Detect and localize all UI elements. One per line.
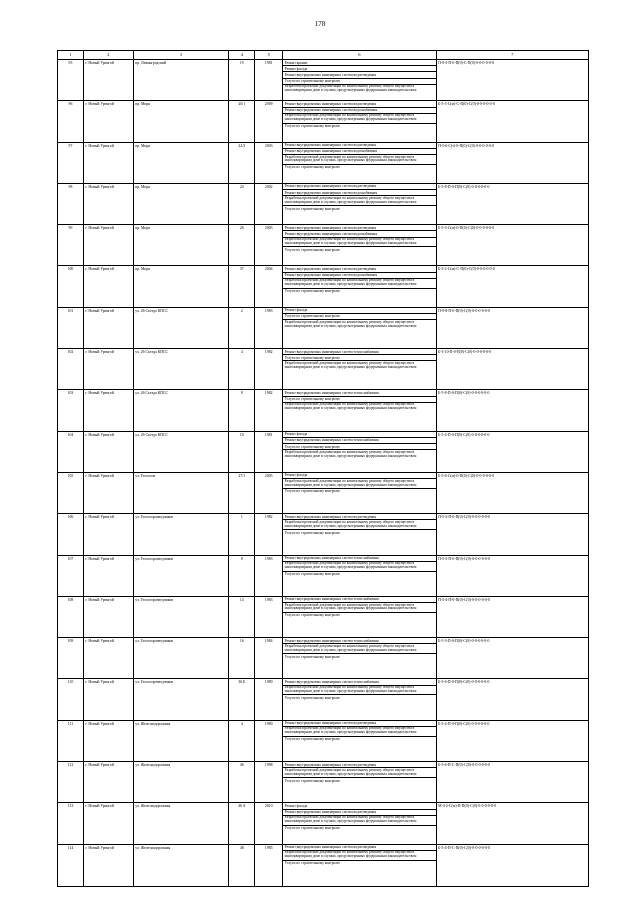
street-cell: ул. 26 Съезда КПСС [134, 390, 230, 430]
year-built-cell: 1983 [255, 308, 283, 348]
work-item: Услуги по строительному контролю [283, 397, 435, 403]
table-row [58, 101, 588, 142]
work-item: Ремонт внутридомовых инженерных систем водоснабжения [283, 149, 435, 155]
building-code-cell: Б-5-6-С(м)-0-П(0)-С(0)-0-0-0-0-0-0 [438, 473, 495, 478]
house-number-cell: 26 [229, 225, 255, 265]
table-row [58, 225, 588, 266]
repair-schedule-table [57, 50, 589, 887]
city-cell: г. Новый Уренгой [84, 762, 134, 802]
building-code-cell: П-9-3-П-0-П(0)-С-П(0)-0-0-0-0-0-0 [438, 61, 494, 65]
building-code-cell: Б-5-10-П-0-П(0)-С(0)-0-0-0-0-0-0 [438, 350, 492, 355]
work-item: Разработка проектной документации по капитальному ремонту общего имущества в многоквартирном доме в случаях, предусмотренных федеральным законодательством [283, 520, 435, 530]
table-row [58, 556, 588, 597]
city-cell: г. Новый Уренгой [84, 638, 134, 678]
street-cell: ул. Геологоразведчиков [134, 556, 230, 596]
work-item: Ремонт внутридомовых инженерных систем водоотведения [283, 184, 435, 190]
city-cell: г. Новый Уренгой [84, 390, 134, 430]
house-number-cell: 27/1 [229, 473, 255, 513]
house-number-cell: 37 [229, 266, 255, 306]
row-number-cell: 105 [58, 473, 84, 513]
work-item: Услуги по строительному контролю [284, 489, 340, 494]
works-cell [283, 845, 436, 886]
work-item: Ремонт фасада [283, 473, 435, 479]
work-item: Ремонт внутридомовых инженерных систем теплоснабжения [283, 679, 435, 685]
city-cell: г. Новый Уренгой [84, 308, 134, 348]
street-cell: ул. Геологов [134, 473, 230, 513]
works-cell [283, 60, 436, 100]
row-number-cell: 112 [58, 762, 84, 802]
work-item: Ремонт внутридомовых инженерных систем водоотведения [283, 810, 435, 816]
work-item: Ремонт внутридомовых инженерных систем водоотведения [283, 266, 435, 272]
year-built-cell: 1982 [255, 514, 283, 554]
table-row [58, 349, 588, 390]
table-row [58, 432, 588, 473]
header-col-4: 4 [229, 51, 255, 59]
house-number-cell: 20/1 [229, 101, 255, 141]
row-number-cell: 107 [58, 556, 84, 596]
city-cell: г. Новый Уренгой [84, 845, 134, 886]
city-cell: г. Новый Уренгой [84, 514, 134, 554]
house-number-cell: 8 [229, 556, 255, 596]
column-number-header [57, 50, 589, 59]
works-cell [283, 143, 436, 183]
header-col-6: 6 [283, 51, 436, 59]
row-number-cell: 113 [58, 803, 84, 843]
building-code-cell: М-4-2-С(м)-П-П(0)-С(0)-0-0-0-0-0-0 [438, 804, 497, 809]
row-number-cell: 98 [58, 184, 84, 224]
work-item: Ремонт внутридомовых инженерных систем теплоснабжения [283, 597, 435, 603]
work-item: Услуги по строительному контролю [284, 613, 340, 618]
works-cell [283, 679, 436, 719]
work-item: Услуги по строительному контролю [284, 124, 340, 129]
house-number-cell: 22/3 [229, 143, 255, 183]
work-item: Разработка проектной документации по капитальному ремонту общего имущества в многоквартирном доме в случаях, предусмотренных федеральным законодательством [283, 603, 435, 613]
house-number-cell: 14 [229, 597, 255, 637]
building-code-cell: Б-5-8-П-0-П(0)-С(0)-0-0-0-0-0-0 [438, 391, 490, 396]
building-code-cell: П-9-8-П-0-П(0)-С(0)-0-0-0-0-0-0 [438, 308, 490, 313]
work-item: Ремонт внутридомовых инженерных систем теплоснабжения [283, 638, 435, 644]
city-cell: г. Новый Уренгой [84, 143, 134, 183]
city-cell: г. Новый Уренгой [84, 803, 134, 843]
table-row [58, 390, 588, 431]
work-item: Услуги по строительному контролю [284, 572, 340, 577]
work-item: Ремонт внутридомовых инженерных систем водоснабжения [283, 231, 435, 237]
house-number-cell: 46 А [229, 803, 255, 843]
work-item: Разработка проектной документации по капитальному ремонту общего имущества в многоквартирном доме в случаях, предусмотренных федеральным законодательством [283, 727, 435, 737]
page-number: 178 [314, 20, 326, 28]
header-col-3: 3 [134, 51, 230, 59]
table-row [58, 638, 588, 679]
table-row [58, 762, 588, 803]
work-item: Услуги по строительному контролю [284, 247, 340, 252]
building-code-cell: П-5-6-С(т)-0-П(0)-С(0)-0-0-0-0-0-0 [438, 143, 494, 148]
city-cell: г. Новый Уренгой [84, 184, 134, 224]
work-item: Ремонт внутридомовых инженерных систем теплоснабжения [283, 556, 435, 562]
building-code-cell: Б-5-4-П-0-П(0)-С(0)-0-0-0-0-0-0 [438, 721, 490, 726]
building-code-cell: П-5-3-П-0-П(0)-С(0)-0-0-0-0-0-0 [438, 556, 490, 561]
table-row [58, 514, 588, 555]
table-body [57, 59, 589, 887]
row-number-cell: 109 [58, 638, 84, 678]
year-built-cell: 2009 [255, 101, 283, 141]
year-built-cell: 1985 [255, 845, 283, 886]
city-cell: г. Новый Уренгой [84, 432, 134, 472]
work-item: Ремонт внутридомовых инженерных систем водоотведения [283, 143, 435, 149]
year-built-cell: 2010 [255, 803, 283, 843]
works-cell [283, 514, 436, 554]
row-number-cell: 96 [58, 101, 84, 141]
year-built-cell: 1981 [255, 60, 283, 100]
city-cell: г. Новый Уренгой [84, 679, 134, 719]
work-item: Услуги по строительному контролю [283, 314, 435, 320]
house-number-cell: 10 [229, 432, 255, 472]
street-cell: пр. Мира [134, 101, 230, 141]
row-number-cell: 103 [58, 390, 84, 430]
work-item: Услуги по строительному контролю [283, 444, 435, 450]
house-number-cell: 46 [229, 762, 255, 802]
work-item: Услуги по строительному контролю [284, 695, 340, 700]
work-item: Ремонт фасада [283, 432, 435, 438]
row-number-cell: 95 [58, 60, 84, 100]
street-cell: ул. 26 Съезда КПСС [134, 432, 230, 472]
building-code-cell: Б-5-6-П-0-П(0)-С(0)-0-0-0-0-0-0 [438, 680, 490, 685]
house-number-cell: 16 [229, 638, 255, 678]
house-number-cell: 19 [229, 60, 255, 100]
table-row [58, 845, 588, 886]
street-cell: ул. Геологоразведчиков [134, 514, 230, 554]
work-item: Услуги по строительному контролю [284, 530, 340, 535]
work-item: Услуги по строительному контролю [284, 737, 340, 742]
header-col-1: 1 [58, 51, 84, 59]
work-item: Ремонт внутридомовых инженерных систем водоотведения [283, 72, 435, 78]
year-built-cell: 1983 [255, 597, 283, 637]
works-cell [283, 638, 436, 678]
works-cell [283, 556, 436, 596]
row-number-cell: 111 [58, 721, 84, 761]
work-item: Ремонт внутридомовых инженерных систем водоснабжения [283, 273, 435, 279]
work-item: Разработка проектной документации по капитальному ремонту общего имущества в многоквартирном доме в случаях, предусмотренных федеральным законодательством [284, 319, 417, 328]
building-code-cell: Б-5-4-П-С-П(0)-С(0)-0-0-0-0-0-0 [438, 845, 491, 850]
work-item: Услуги по строительному контролю [284, 289, 340, 294]
city-cell: г. Новый Уренгой [84, 266, 134, 306]
work-item: Ремонт фасада [283, 66, 435, 72]
work-item: Разработка проектной документации по капитальному ремонту общего имущества в многоквартирном доме в случаях, предусмотренных федеральным законодательством [283, 816, 435, 826]
table-row [58, 308, 588, 349]
table-row [58, 184, 588, 225]
row-number-cell: 102 [58, 349, 84, 389]
building-code-cell: П-5-4-П-0-П(0)-С(0)-0-0-0-0-0-0 [438, 597, 490, 602]
year-built-cell: 2004 [255, 266, 283, 306]
work-item: Ремонт крыши [283, 60, 435, 66]
work-item: Ремонт внутридомовых инженерных систем теплоснабжения [283, 349, 435, 355]
work-item: Разработка проектной документации по капитальному ремонту общего имущества в многоквартирном доме в случаях, предусмотренных федеральным законодательством [283, 686, 435, 696]
year-built-cell: 2003 [255, 225, 283, 265]
work-item: Ремонт внутридомовых инженерных систем теплоснабжения [283, 438, 435, 444]
year-built-cell: 1980 [255, 721, 283, 761]
works-cell [283, 308, 436, 348]
building-code-cell: Б-3-2-С(м)-С-П(0)-С(0)-0-0-0-0-0-0 [438, 267, 495, 272]
work-item: Разработка проектной документации по капитальному ремонту общего имущества в многоквартирном доме в случаях, предусмотренных федеральным законодательством [283, 155, 435, 165]
header-col-7: 7 [511, 52, 514, 57]
house-number-cell: 2 [229, 308, 255, 348]
year-built-cell: 1983 [255, 556, 283, 596]
work-item: Услуги по строительному контролю [284, 826, 340, 831]
building-code-cell: Б-5-3-С(м)-С-П(0)-С(0)-0-0-0-0-0-0 [438, 102, 495, 107]
building-code-cell: Б-5-3-С(м)-0-П(0)-С(0)-0-0-0-0-0-0 [438, 226, 495, 231]
year-built-cell: 1998 [255, 762, 283, 802]
year-built-cell: 2005 [255, 473, 283, 513]
work-item: Разработка проектной документации по капитальному ремонту общего имущества в многоквартирном доме в случаях, предусмотренных федеральным законодательством [284, 84, 417, 93]
street-cell: пр. Мира [134, 225, 230, 265]
city-cell: г. Новый Уренгой [84, 597, 134, 637]
street-cell: ул. Железнодорожная [134, 803, 230, 843]
work-item: Ремонт внутридомовых инженерных систем водоснабжения [283, 108, 435, 114]
works-cell [283, 266, 436, 306]
table-row [58, 266, 588, 307]
row-number-cell: 110 [58, 679, 84, 719]
table-row [58, 60, 588, 101]
header-col-2: 2 [84, 51, 134, 59]
row-number-cell: 101 [58, 308, 84, 348]
house-number-cell: 8 [229, 390, 255, 430]
table-row [58, 473, 588, 514]
street-cell: ул. Геологоразведчиков [134, 597, 230, 637]
works-cell [283, 597, 436, 637]
year-built-cell: 2002 [255, 184, 283, 224]
house-number-cell: 4 [229, 349, 255, 389]
building-code-cell: Б-5-4-П-0-П(0)-С(0)-0-0-0-0-0-0 [438, 432, 490, 437]
works-cell [283, 349, 436, 389]
row-number-cell: 114 [58, 845, 84, 886]
street-cell: ул. Геологоразведчиков [134, 638, 230, 678]
year-built-cell: 1982 [255, 390, 283, 430]
street-cell: ул. Железнодорожная [134, 762, 230, 802]
work-item: Разработка проектной документации по капитальному ремонту общего имущества в многоквартирном доме в случаях, предусмотренных федеральным законодательством [283, 851, 435, 861]
work-item: Услуги по строительному контролю [283, 355, 435, 361]
works-cell [283, 225, 436, 265]
house-number-cell: 36 Б [229, 679, 255, 719]
work-item: Разработка проектной документации по капитальному ремонту общего имущества в многоквартирном доме в случаях, предусмотренных федеральным законодательством [283, 768, 435, 778]
works-cell [283, 803, 436, 843]
building-code-cell: Б-5-3-П-0-П(0)-С(0)-0-0-0-0-0-0 [438, 639, 490, 644]
work-item: Услуги по строительному контролю [283, 79, 435, 85]
header-col-5: 5 [255, 51, 283, 59]
house-number-cell: 48 [229, 845, 255, 886]
table-row [58, 143, 588, 184]
work-item: Услуги по строительному контролю [284, 861, 340, 866]
street-cell: ул. Геологоразведчиков [134, 679, 230, 719]
work-item: Услуги по строительному контролю [284, 778, 340, 783]
row-number-cell: 97 [58, 143, 84, 183]
city-cell: г. Новый Уренгой [84, 60, 134, 100]
work-item: Услуги по строительному контролю [284, 206, 340, 211]
work-item: Разработка проектной документации по капитальному ремонту общего имущества в многоквартирном доме в случаях, предусмотренных федеральным законодательством [284, 402, 417, 411]
works-cell [283, 432, 436, 472]
street-cell: пр. Ленинградский [134, 60, 230, 100]
works-cell [283, 101, 436, 141]
works-cell [283, 721, 436, 761]
city-cell: г. Новый Уренгой [84, 349, 134, 389]
street-cell: пр. Мира [134, 143, 230, 183]
table-row [58, 721, 588, 762]
building-code-cell: П-5-3-П-0-П(0)-С(0)-0-0-0-0-0-0 [438, 515, 490, 520]
work-item: Разработка проектной документации по капитальному ремонту общего имущества в многоквартирном доме в случаях, предусмотренных федеральным законодательством [283, 479, 435, 489]
city-cell: г. Новый Уренгой [84, 721, 134, 761]
street-cell: ул. Железнодорожная [134, 721, 230, 761]
work-item: Разработка проектной документации по капитальному ремонту общего имущества в многоквартирном доме в случаях, предусмотренных федеральным законодательством [283, 644, 435, 654]
year-built-cell: 1982 [255, 349, 283, 389]
work-item: Разработка проектной документации по капитальному ремонту общего имущества в многоквартирном доме в случаях, предусмотренных федеральным законодательством [284, 449, 417, 458]
work-item: Ремонт внутридомовых инженерных систем теплоснабжения [283, 390, 435, 396]
city-cell: г. Новый Уренгой [84, 556, 134, 596]
year-built-cell: 1984 [255, 638, 283, 678]
city-cell: г. Новый Уренгой [84, 225, 134, 265]
city-cell: г. Новый Уренгой [84, 101, 134, 141]
house-number-cell: 4 [229, 721, 255, 761]
row-number-cell: 108 [58, 597, 84, 637]
year-built-cell: 1981 [255, 432, 283, 472]
table-row [58, 803, 588, 844]
works-cell [283, 473, 436, 513]
work-item: Разработка проектной документации по капитальному ремонту общего имущества в многоквартирном доме в случаях, предусмотренных федеральным законодательством [283, 562, 435, 572]
work-item: Ремонт внутридомовых инженерных систем водоотведения [283, 225, 435, 231]
works-cell [283, 184, 436, 224]
works-cell [283, 762, 436, 802]
row-number-cell: 100 [58, 266, 84, 306]
works-cell [283, 390, 436, 430]
work-item: Ремонт внутридомовых инженерных систем водоотведения [283, 845, 435, 851]
building-code-cell: Б-5-8-П-0-П(0)-С(0)-0-0-0-0-0-0 [438, 184, 490, 189]
work-item: Разработка проектной документации по капитальному ремонту общего имущества в многоквартирном доме в случаях, предусмотренных федеральным законодательством [283, 238, 435, 248]
work-item: Услуги по строительному контролю [284, 654, 340, 659]
work-item: Ремонт внутридомовых инженерных систем водоотведения [283, 101, 435, 107]
house-number-cell: 1 [229, 514, 255, 554]
house-number-cell: 24 [229, 184, 255, 224]
street-cell: пр. Мира [134, 184, 230, 224]
street-cell: ул. 26 Съезда КПСС [134, 349, 230, 389]
year-built-cell: 1980 [255, 679, 283, 719]
table-row [58, 679, 588, 720]
row-number-cell: 106 [58, 514, 84, 554]
work-item: Услуги по строительному контролю [284, 165, 340, 170]
row-number-cell: 99 [58, 225, 84, 265]
table-row [58, 597, 588, 638]
work-item: Ремонт фасада [283, 308, 435, 314]
work-item: Разработка проектной документации по капитальному ремонту общего имущества в многоквартирном доме в случаях, предусмотренных федеральным законодательством [283, 279, 435, 289]
work-item: Ремонт внутридомовых инженерных систем водоотведения [283, 762, 435, 768]
work-item: Разработка проектной документации по капитальному ремонту общего имущества в многоквартирном доме в случаях, предусмотренных федеральным законодательством [283, 196, 435, 206]
street-cell: ул. Железнодорожная [134, 845, 230, 886]
row-number-cell: 104 [58, 432, 84, 472]
work-item: Разработка проектной документации по капитальному ремонту общего имущества в многоквартирном доме в случаях, предусмотренных федеральным законодательством [283, 114, 435, 124]
work-item: Ремонт фасада [283, 803, 435, 809]
work-item: Ремонт внутридомовых инженерных систем водоснабжения [283, 190, 435, 196]
work-item: Ремонт внутридомовых инженерных систем водоотведения [283, 514, 435, 520]
street-cell: ул. 26 Съезда КПСС [134, 308, 230, 348]
year-built-cell: 2003 [255, 143, 283, 183]
street-cell: пр. Мира [134, 266, 230, 306]
city-cell: г. Новый Уренгой [84, 473, 134, 513]
building-code-cell: Б-5-6-П-С-П(0)-С(0)-0-0-0-0-0-0 [438, 763, 491, 768]
work-item: Разработка проектной документации по капитальному ремонту общего имущества в многоквартирном доме в случаях, предусмотренных федеральным законодательством [284, 360, 417, 369]
work-item: Ремонт внутридомовых инженерных систем водоотведения [283, 721, 435, 727]
